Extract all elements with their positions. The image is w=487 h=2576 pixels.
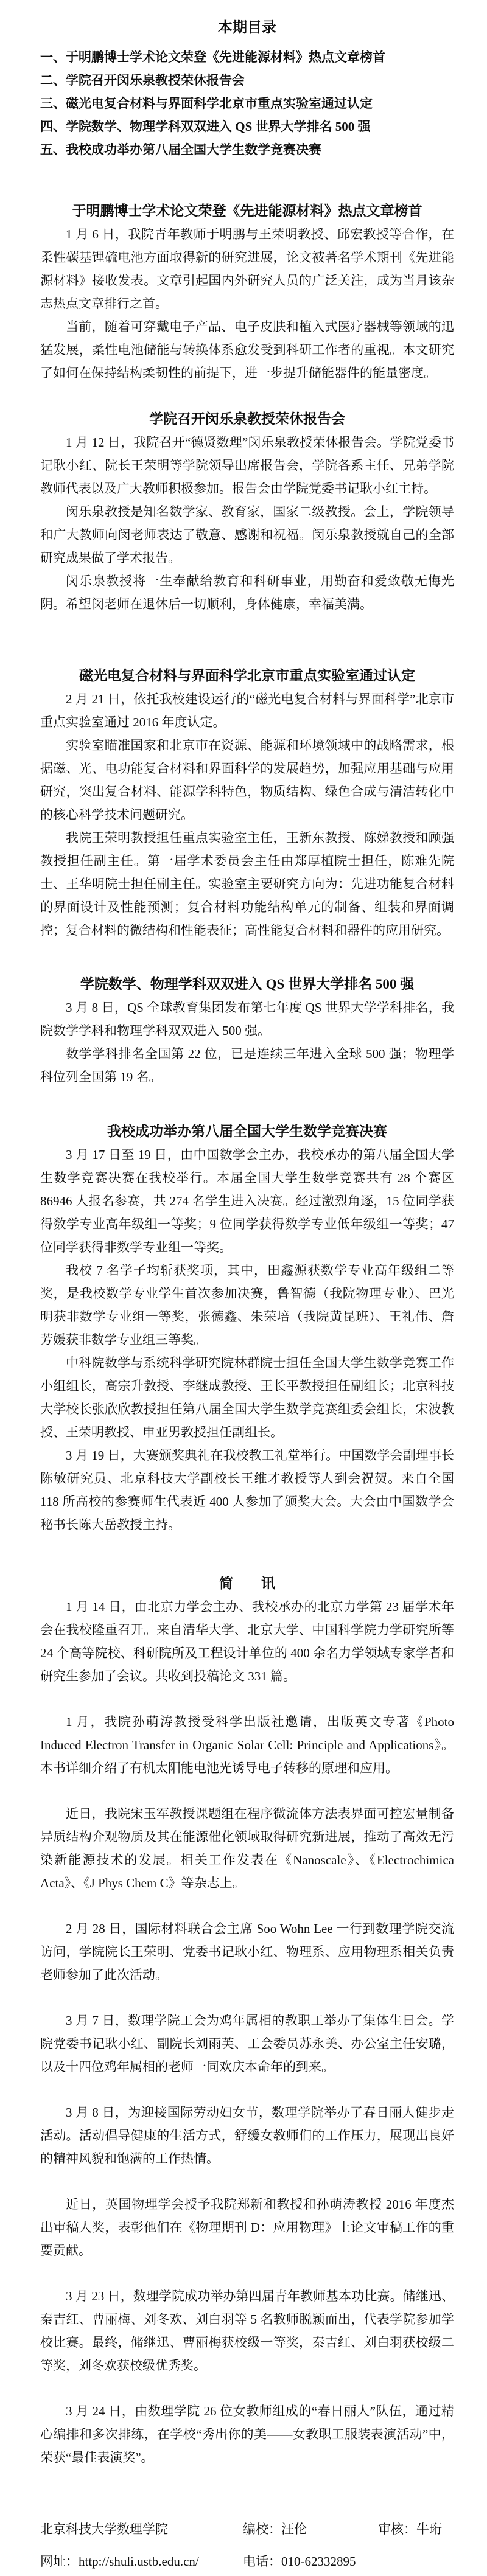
toc-title: 本期目录 [218,20,276,36]
section-title: 学院数学、物理学科双双进入 QS 世界大学排名 500 强 [80,976,415,992]
footer-phone [243,2550,378,2573]
table-of-contents [40,16,454,161]
footer-editor-label: 编校： [243,2522,281,2536]
brief-item: 3 月 7 日，数理学院工会为鸡年属相的教职工举办了集体生日会。学院党委书记耿小红、副院长刘雨芙、工会委员苏永美、办公室主任安璐，以及十四位鸡年属相的老师一同欢庆本命年的到来。 [40,2013,454,2074]
footer-reviewer [378,2518,454,2541]
paragraph: 1 月 6 日，我院青年教师于明鹏与王荣明教授、邱宏教授等合作，在柔性碳基锂硫电池方面取得新的研究进展，论文被著名学术期刊《先进能源材料》接收发表。文章引起国内外研究人员的广泛关注，成为当月该杂志热点文章排行之首。 [40,227,454,311]
section-brief-news [40,1572,454,2469]
toc-item-5: 五、我校成功举办第八届全国大学生数学竞赛决赛 [40,142,321,157]
brief-news-title: 简 讯 [219,1576,275,1591]
brief-item: 3 月 24 日，由数理学院 26 位女教师组成的“春日丽人”队伍，通过精心编排和多次排练，在学校“秀出你的美——女教职工服装表演活动”中，荣获“最佳表演奖”。 [40,2404,454,2465]
toc-item-3: 三、磁光电复合材料与界面科学北京市重点实验室通过认定 [40,96,373,111]
paragraph: 我院王荣明教授担任重点实验室主任，王新东教授、陈娣教授和顾强教授担任副主任。第一届学术委员会主任由郑厚植院士担任，陈难先院士、王华明院士担任副主任。实验室主要研究方向为：先进功能复合材料的界面设计及性能预测；复合材料功能结构单元的制备、组装和界面调控；复合材料的微结构和性能表征；高性能复合材料和器件的应用研究。 [40,830,454,938]
section-min-lequan-retirement [40,408,454,616]
paragraph: 3 月 17 日至 19 日，由中国数学会主办，我校承办的第八届全国大学生数学竞赛决赛在我校举行。本届全国大学生数学竞赛共有 28 个赛区 86946 人报名参赛，共 274 名学生进入决赛。经过激烈角逐，15 位同学获得数学专业高年级组一等奖；9 位同学获得数学专业低年级组一等奖；47 位同学获得非数学专业组一等奖。 [40,1147,454,1255]
footer-website-label: 网址： [40,2554,79,2569]
footer-reviewer-name: 牛珩 [416,2522,442,2536]
footer-website-url: http://shuli.ustb.edu.cn/ [79,2554,199,2569]
page-footer [40,2518,454,2573]
footer-phone-number: 010-62332895 [281,2554,356,2569]
brief-item: 近日，英国物理学会授予我院郑新和教授和孙萌涛教授 2016 年度杰出审稿人奖，表彰他们在《物理期刊 D：应用物理》上论文审稿工作的重要贡献。 [40,2197,454,2258]
footer-editor [243,2518,378,2541]
paragraph: 当前，随着可穿戴电子产品、电子皮肤和植入式医疗器械等领域的迅猛发展，柔性电池储能与转换体系愈发受到科研工作者的重视。本文研究了如何在保持结构柔韧性的前提下，进一步提升储能器件的能量密度。 [40,319,454,380]
brief-item: 3 月 8 日，为迎接国际劳动妇女节，数理学院举办了春日丽人健步走活动。活动倡导健康的生活方式，舒缓女教师们的工作压力，展现出良好的精神风貌和饱满的工作热情。 [40,2105,454,2166]
section-key-laboratory [40,664,454,942]
section-math-competition [40,1120,454,1536]
section-title: 我校成功举办第八届全国大学生数学竞赛决赛 [107,1124,387,1139]
section-qs-ranking [40,973,454,1088]
paragraph: 2 月 21 日，依托我校建设运行的“磁光电复合材料与界面科学”北京市重点实验室通过 2016 年度认定。 [40,692,454,729]
section-title: 于明鹏博士学术论文荣登《先进能源材料》热点文章榜首 [72,203,422,218]
footer-organization: 北京科技大学数理学院 [40,2522,168,2536]
paragraph: 闵乐泉教授将一生奉献给教育和科研事业，用勤奋和爱致敬无悔光阴。希望闵老师在退休后一切顺利，身体健康，幸福美满。 [40,574,454,611]
footer-phone-label: 电话： [243,2554,281,2569]
toc-item-4: 四、学院数学、物理学科双双进入 QS 世界大学排名 500 强 [40,119,371,134]
paragraph: 中科院数学与系统科学研究院林群院士担任全国大学生数学竞赛工作小组组长，高宗升教授、李继成教授、王长平教授担任副组长；北京科技大学校长张欣欣教授担任第八届全国大学生数学竞赛组委会组长，宋波教授、王荣明教授、申亚男教授担任副组长。 [40,1356,454,1439]
brief-item: 1 月 14 日，由北京力学会主办、我校承办的北京力学第 23 届学术年会在我校隆重召开。来自清华大学、北京大学、中国科学院力学研究所等 24 个高等院校、科研院所及工程设计单位的 400 余名力学领域专家学者和研究生参加了会议。共收到投稿论文 331 篇。 [40,1600,454,1683]
brief-item: 1 月，我院孙萌涛教授受科学出版社邀请，出版英文专著《Photo Induced Electron Transfer in Organic Solar Cell: Principle and Applications》。本书详细介绍了有机太阳能电池光诱导电子转移的原理和应用。 [40,1714,454,1775]
section-title: 磁光电复合材料与界面科学北京市重点实验室通过认定 [79,668,415,683]
paragraph: 3 月 19 日，大赛颁奖典礼在我校教工礼堂举行。中国数学会副理事长陈敏研究员、北京科技大学副校长王维才教授等人到会祝贺。来自全国 118 所高校的参赛师生代表近 400 人参加了颁奖大会。大会由中国数学会秘书长陈大岳教授主持。 [40,1448,454,1532]
brief-item: 3 月 23 日，数理学院成功举办第四届青年教师基本功比赛。储继迅、秦吉红、曹丽梅、刘冬欢、刘白羽等 5 名教师脱颖而出，代表学院参加学校比赛。最终，储继迅、曹丽梅获校级一等奖，秦吉红、刘白羽获校级二等奖，刘冬欢获校级优秀奖。 [40,2289,454,2373]
paragraph: 数学学科排名全国第 22 位，已是连续三年进入全球 500 强；物理学科位列全国第 19 名。 [40,1046,454,1084]
paragraph: 实验室瞄准国家和北京市在资源、能源和环境领域中的战略需求，根据磁、光、电功能复合材料和界面科学的发展趋势，加强应用基础与应用研究，突出复合材料、能源学科特色，物质结构、绿色合成与清洁转化中的核心科学技术问题研究。 [40,738,454,822]
brief-item: 2 月 28 日，国际材料联合会主席 Soo Wohn Lee 一行到数理学院交流访问，学院院长王荣明、党委书记耿小红、物理系、应用物理系相关负责老师参加了此次活动。 [40,1921,454,1982]
paragraph: 我校 7 名学子均斩获奖项，其中，田鑫源获数学专业高年级组二等奖，是我校数学专业学生首次参加决赛，鲁智德（我院物理专业）、巴光明获非数学专业组一等奖，张德鑫、朱荣培（我院黄昆班）、王礼伟、詹芳媛获非数学专业组三等奖。 [40,1263,454,1347]
footer-website [40,2550,243,2573]
paragraph: 闵乐泉教授是知名数学家、教育家，国家二级教授。会上，学院领导和广大教师向闵老师表达了敬意、感谢和祝福。闵乐泉教授就自己的全部研究成果做了学术报告。 [40,504,454,565]
paragraph: 3 月 8 日，QS 全球教育集团发布第七年度 QS 世界大学学科排名，我院数学学科和物理学科双双进入 500 强。 [40,1000,454,1038]
section-title: 学院召开闵乐泉教授荣休报告会 [149,411,345,426]
brief-item: 近日，我院宋玉军教授课题组在程序微流体方法表界面可控宏量制备异质结构介观物质及其在能源催化领域取得研究新进展，推动了高效无污染新能源技术的发展。相关工作发表在《Nanoscale》、《Electrochimica Acta》、《J Phys Chem C》等杂志上。 [40,1806,454,1890]
toc-item-1: 一、于明鹏博士学术论文荣登《先进能源材料》热点文章榜首 [40,50,385,64]
footer-editor-name: 汪伦 [281,2522,307,2536]
footer-reviewer-label: 审核： [378,2522,416,2536]
section-yu-mingpeng-paper [40,200,454,385]
paragraph: 1 月 12 日，我院召开“德贤数理”闵乐泉教授荣休报告会。学院党委书记耿小红、院长王荣明等学院领导出席报告会，学院各系主任、兄弟学院教师代表以及广大教师积极参加。报告会由学院党委书记耿小红主持。 [40,435,454,496]
toc-item-2: 二、学院召开闵乐泉教授荣休报告会 [40,73,245,88]
